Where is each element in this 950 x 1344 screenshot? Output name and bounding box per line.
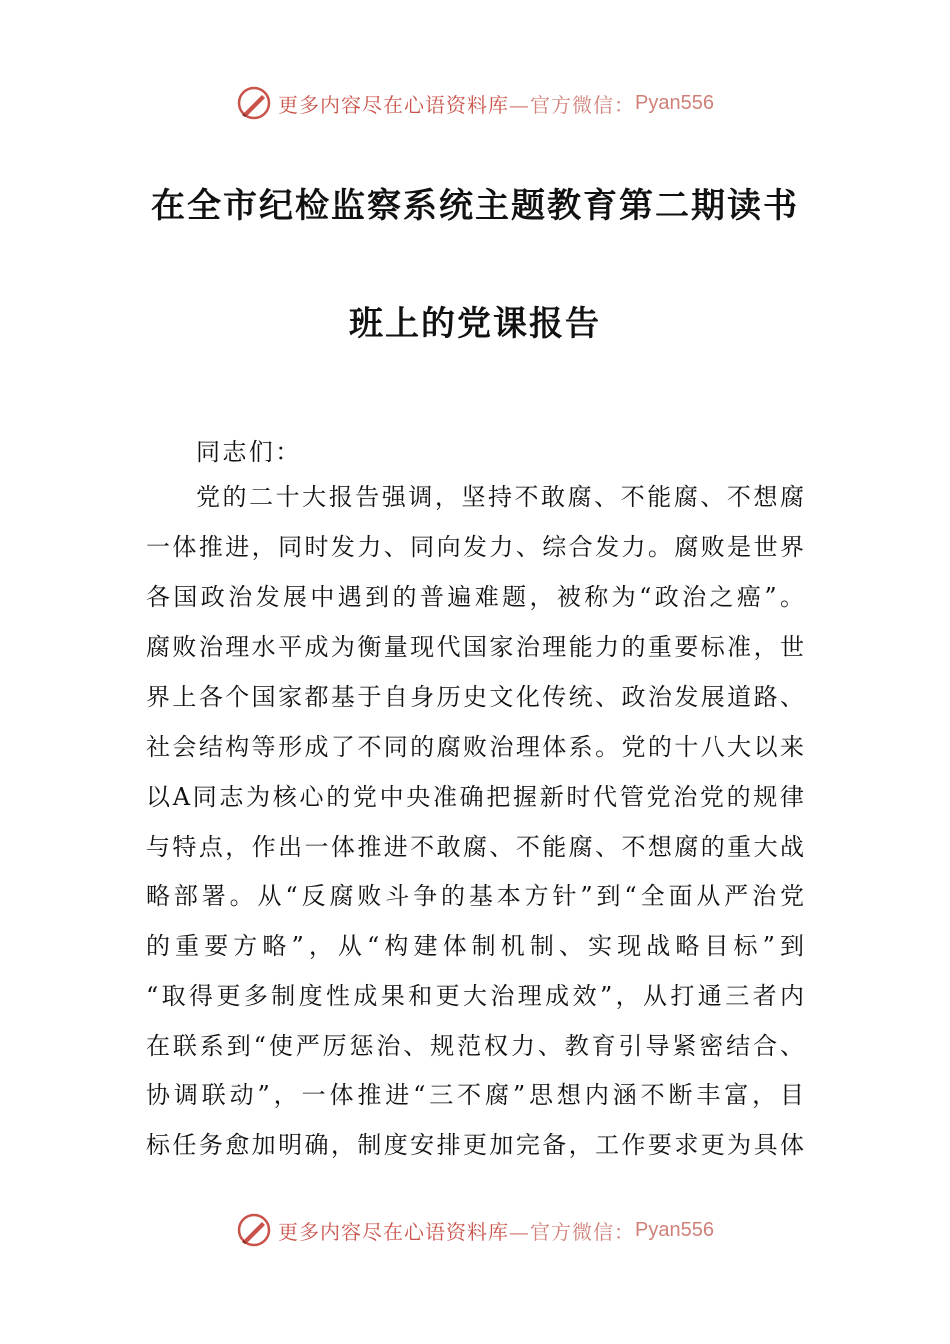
body-line: 标任务愈加明确，制度安排更加完备，工作要求更为具体 [146,1131,804,1159]
body-line: 社会结构等形成了不同的腐败治理体系。党的十八大以来 [146,733,804,761]
body-line: 党的二十大报告强调，坚持不敢腐、不能腐、不想腐 [196,483,804,511]
watermark-side-text: —官方微信： [509,92,636,117]
body-line: 在联系到“使严厉惩治、规范权力、教育引导紧密结合、 [146,1032,804,1060]
body-line: 界上各个国家都基于自身历史文化传统、政治发展道路、 [146,683,804,711]
watermark-side-text: —官方微信： [509,1219,636,1244]
body-line: 各国政治发展中遇到的普遍难题，被称为“政治之癌”。 [146,583,804,611]
body-line: 腐败治理水平成为衡量现代国家治理能力的重要标准，世 [146,633,804,661]
watermark-wechat-id: Pyan556 [635,91,714,114]
pen-logo-icon [236,85,272,121]
pen-logo-icon [236,1212,272,1248]
body-line: 一体推进，同时发力、同向发力、综合发力。腐败是世界 [146,533,804,561]
body-line: 与特点，作出一体推进不敢腐、不能腐、不想腐的重大战 [146,833,804,861]
body-line: 略部署。从“反腐败斗争的基本方针”到“全面从严治党 [146,882,804,910]
watermark-wechat-id: Pyan556 [635,1218,714,1241]
body-line: 的重要方略”，从“构建体制机制、实现战略目标”到 [146,932,804,960]
body-line: 以A同志为核心的党中央准确把握新时代管党治党的规律 [146,783,804,811]
watermark-main-text: 更多内容尽在心语资料库 [278,1219,510,1244]
document-title-line-1: 在全市纪检监察系统主题教育第二期读书 [151,186,799,226]
watermark-footer [0,1210,950,1250]
watermark-main-text: 更多内容尽在心语资料库 [278,92,510,117]
body-line: “取得更多制度性成果和更大治理成效”，从打通三者内 [146,982,804,1010]
document-title-line-2: 班上的党课报告 [349,304,601,344]
body-line: 协调联动”，一体推进“三不腐”思想内涵不断丰富，目 [146,1081,804,1109]
greeting: 同志们： [196,438,302,466]
watermark-header [0,83,950,123]
